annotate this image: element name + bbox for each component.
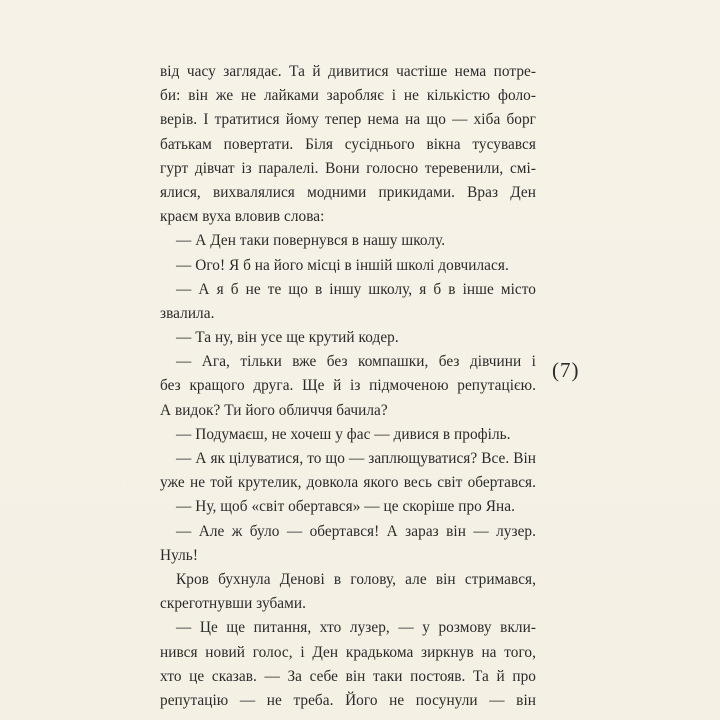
text-line: хто це сказав. — За себе він таки постояв. Та й про [160,667,536,685]
text-line: Кров бухнула Денові в голову, але він стримався, [176,570,536,588]
text-line: батькам повертати. Біля сусіднього вікна тусувався [160,135,536,153]
text-line: — А я б не те що в іншу школу, я б в інше місто [176,280,536,298]
page-number: (7) [552,358,580,382]
text-line: уже не той крутелик, довкола якого весь світ обертався. [160,474,536,492]
text-line: ялися, вихвалялися модними прикидами. Враз Ден [160,183,536,201]
text-line: звалила. [160,304,215,322]
text-line: без кращого друга. Ще й із підмоченою репутацією. [160,377,536,395]
text-line: Нуль! [160,546,198,564]
text-line: скреготнувши зубами. [160,595,306,613]
text-line: би: він же не лайками заробляє і не кількістю фоло- [160,87,536,105]
text-line: — Ого! Я б на його місці в іншій школі довчилася. [176,256,509,274]
text-line: від часу заглядає. Та й дивитися частіше нема потре- [160,63,536,80]
text-line: — А як цілуватися, то що — заплющуватися? Все. Він [176,450,536,467]
text-line: нився новий голос, і Ден крадькома зиркнув на того, [160,643,536,661]
text-line: — Ну, щоб «світ обертався» — це скоріше про Яна. [176,498,515,516]
text-line: краєм вуха вловив слова: [160,208,325,226]
text-line: верів. І тратитися йому тепер нема на що — хіба борг [160,111,536,129]
text-line: — Та ну, він усе ще крутий кодер. [176,329,399,347]
text-line: — Ага, тільки вже без компашки, без дівчини і [176,353,536,371]
text-line: репутацію — не треба. Його не посунули — він [160,691,536,709]
text-line: А видок? Ти його обличчя бачила? [160,401,388,419]
text-line: — А Ден таки повернувся в нашу школу. [176,232,446,250]
text-line: — Подумаєш, не хочеш у фас — дивися в профіль. [176,425,511,443]
text-line: — Але ж було — обертався! А зараз він — лузер. [176,522,536,540]
text-line: — Це ще питання, хто лузер, — у розмову вкли- [176,619,536,637]
text-line: гурт дівчат із паралелі. Вони голосно теревенили, смі- [160,159,536,177]
body-text [160,60,536,713]
